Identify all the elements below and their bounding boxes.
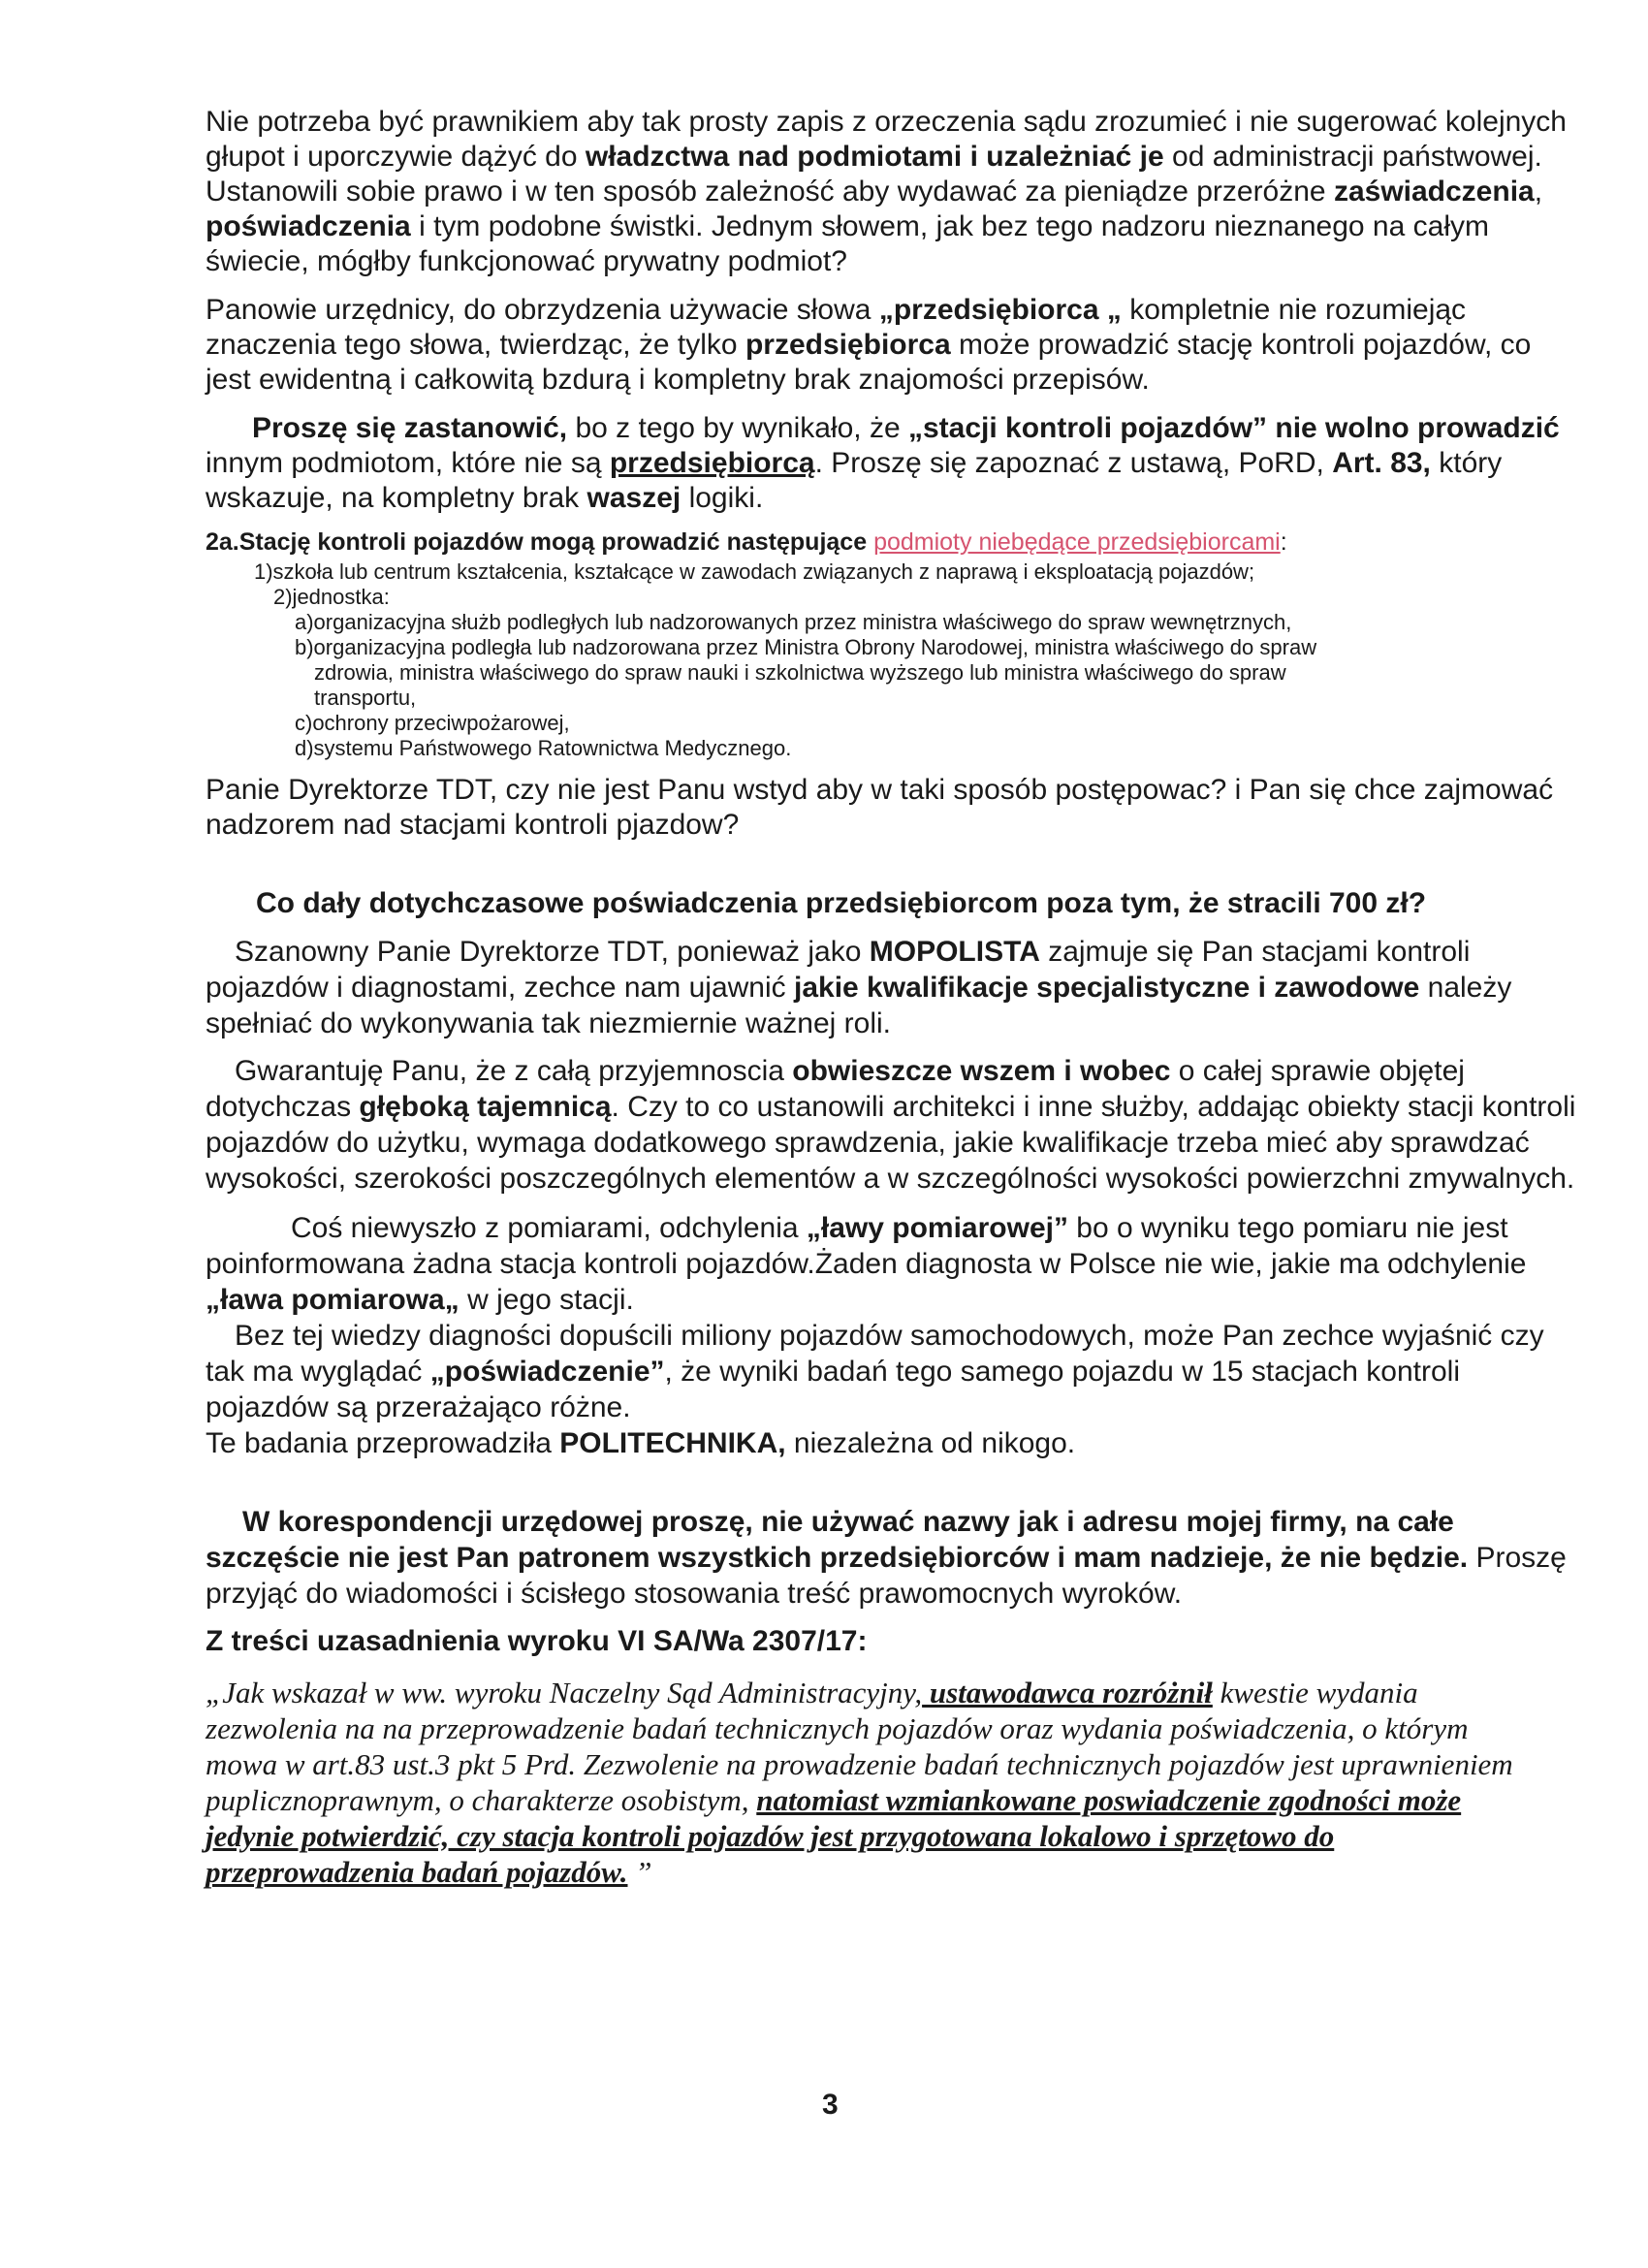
paragraph-10 — [206, 1504, 1582, 1612]
list-item: a)organizacyjna służb podległych lub nadzorowanych przez ministra właściwego do spraw wewnętrznych, — [295, 610, 1292, 634]
list-item: 1)szkoła lub centrum kształcenia, kształcące w zawodach związanych z naprawą i eksploatacją pojazdów; — [254, 559, 1255, 584]
text: Proszę przyjąć do wiadomości i ścisłego stosowania treść prawomocnych wyroków. — [206, 1542, 1567, 1610]
text: Szanowny Panie Dyrektorze TDT, ponieważ jako — [235, 936, 870, 968]
paragraph-7 — [206, 1210, 1582, 1318]
list-item: transportu, — [314, 686, 417, 710]
text: niezależna od nikogo. — [785, 1427, 1076, 1459]
bold-text: „przedsiębiorca „ — [878, 294, 1122, 326]
bold-text: Art. 83, — [1332, 447, 1431, 479]
paragraph-8 — [206, 1318, 1582, 1425]
text: kwestie wydania zezwolenia na na przeprowadzenie badań technicznych pojazdów oraz wydania poświadczenia, o którym mowa w art.83 ust.3 pkt 5 Prd. Zezwolenie na prowadzenie badań technicznych pojazdów jest uprawnieniem puplicznoprawnym, o charakterze osobistym, — [206, 1676, 1513, 1817]
text: logiki. — [681, 482, 764, 514]
list-item: b)organizacyjna podległa lub nadzorowana przez Ministra Obrony Narodowej, ministra właściwego do spraw — [295, 635, 1317, 659]
bold-text: zaświadczenia — [1333, 176, 1535, 208]
text: może prowadzić stację kontroli pojazdów, co jest ewidentną i całkowitą bzdurą i kompletny brak znajomości przepisów. — [206, 329, 1532, 396]
paragraph-1 — [206, 105, 1582, 279]
underlined-bold-text: natomiast wzmiankowane poswiadczenie zgodności może jedynie potwierdzić, czy stacja kontroli pojazdów jest przygotowana lokalowo i sprzętowo do przeprowadzenia badań pojazdów. — [206, 1783, 1462, 1889]
bold-text: Proszę się zastanowić, — [252, 412, 568, 444]
list-item: 2)jednostka: — [273, 585, 390, 609]
paragraph-9 — [206, 1425, 1582, 1461]
text: . Czy to co ustanowili architekci i inne służby, addając obiekty stacji kontroli pojazdów do użytku, wymaga dodatkowego sprawdzenia, jakie kwalifikacje trzeba mieć aby sprawdzać wysokości, szerokości poszczególnych elementów a w szczególności wysokości powierzchni zmywalnych. — [206, 1091, 1576, 1195]
court-quote — [206, 1675, 1529, 1890]
bold-text: władzctwa nad podmiotami i uzależniać je — [585, 141, 1164, 173]
bold-text: waszej — [586, 482, 681, 514]
bold-text: MOPOLISTA — [869, 936, 1040, 968]
paragraph-3 — [206, 411, 1582, 516]
page-number: 3 — [822, 2089, 839, 2121]
text: Panowie urzędnicy, do obrzydzenia używacie słowa — [206, 294, 879, 326]
paragraph-5 — [206, 934, 1582, 1041]
highlighted-text: podmioty niebędące przedsiębiorcami — [873, 528, 1281, 556]
text: w jego stacji. — [459, 1284, 634, 1316]
list-item: c)ochrony przeciwpożarowej, — [295, 711, 570, 735]
bold-text: „ławy pomiarowej” — [806, 1212, 1068, 1244]
text: od administracji państwowej. Ustanowili sobie prawo i w ten sposób zależność aby wydawać za pieniądze przeróżne — [206, 141, 1542, 208]
list-item: d)systemu Państwowego Ratownictwa Medycznego. — [295, 736, 792, 760]
text: Nie potrzeba być prawnikiem aby tak prosty zapis z orzeczenia sądu zrozumieć i nie sugerować kolejnych głupot i uporczywie dążyć do — [206, 106, 1567, 173]
text: kompletnie nie rozumiejąc znaczenia tego słowa, twierdząc, że tylko — [206, 294, 1467, 361]
bold-text: „ława pomiarowa„ — [206, 1284, 460, 1316]
bold-text: obwieszcze wszem i wobec — [792, 1055, 1171, 1087]
text: bo z tego by wynikało, że — [567, 412, 908, 444]
bold-text: jakie kwalifikacje specjalistyczne i zawodowe — [794, 972, 1420, 1004]
text: : — [1280, 528, 1287, 556]
text: bo o wyniku tego pomiaru nie jest poinformowana żadna stacja kontroli pojazdów.Żaden diagnosta w Polsce nie wie, jakie ma odchylenie — [206, 1212, 1527, 1280]
text: ” — [627, 1855, 652, 1889]
underlined-bold-text: przedsiębiorcą — [609, 447, 815, 479]
text: , że wyniki badań tego samego pojazdu w 15 stacjach kontroli pojazdów są przerażająco różne. — [206, 1356, 1460, 1423]
text: który wskazuje, na kompletny brak — [206, 447, 1503, 514]
text: Gwarantuję Panu, że z całą przyjemnoscia — [235, 1055, 793, 1087]
text: „Jak wskazał w ww. wyroku Naczelny Sąd Administracyjny, — [206, 1676, 923, 1709]
bold-text: głęboką tajemnicą — [359, 1091, 612, 1123]
text: zajmuje się Pan stacjami kontroli pojazdów i diagnostami, zechce nam ujawnić — [206, 936, 1471, 1004]
bold-text: przedsiębiorca — [745, 329, 951, 361]
text: , — [1534, 176, 1543, 208]
text: . Proszę się zapoznać z ustawą, PoRD, — [814, 447, 1333, 479]
bold-text: poświadczenia — [206, 210, 411, 242]
list-item: zdrowia, ministra właściwego do spraw nauki i szkolnictwa wyższego lub ministra właściwego do spraw — [314, 660, 1286, 685]
text: Coś niewyszło z pomiarami, odchylenia — [291, 1212, 807, 1244]
text: o całej sprawie objętej dotychczas — [206, 1055, 1465, 1123]
bold-text: 2a.Stację kontroli pojazdów mogą prowadzić następujące — [206, 528, 868, 556]
paragraph-6 — [206, 1053, 1582, 1197]
bold-text: POLITECHNIKA, — [559, 1427, 786, 1459]
paragraph-4: Panie Dyrektorze TDT, czy nie jest Panu wstyd aby w taki sposób postępowac? i Pan się chce zajmować nadzorem nad stacjami kontroli pjazdow? — [206, 774, 1554, 841]
paragraph-2 — [206, 293, 1582, 398]
text: należy spełniać do wykonywania tak niezmiernie ważnej roli. — [206, 972, 1512, 1039]
bold-text: W korespondencji urzędowej proszę, nie używać nazwy jak i adresu mojej firmy, na całe szczęście nie jest Pan patronem wszystkich przedsiębiorców i mam nadzieje, że nie będzie. — [206, 1506, 1469, 1574]
text: i tym podobne świstki. Jednym słowem, jak bez tego nadzoru nieznanego na całym świecie, mógłby funkcjonować prywatny podmiot? — [206, 210, 1489, 277]
verdict-heading: Z treści uzasadnienia wyroku VI SA/Wa 2307/17: — [206, 1625, 868, 1657]
section-heading: Co dały dotychczasowe poświadczenia przedsiębiorcom poza tym, że stracili 700 zł? — [256, 887, 1427, 919]
text: Te badania przeprowadziła — [206, 1427, 560, 1459]
underlined-bold-text: ustawodawca rozróżnił — [922, 1676, 1213, 1709]
document-page — [206, 105, 1582, 1890]
bold-text: „stacji kontroli pojazdów” nie wolno prowadzić — [908, 412, 1560, 444]
entity-list — [206, 559, 1582, 761]
article-subheading — [206, 527, 1582, 558]
bold-text: „poświadczenie” — [429, 1356, 665, 1388]
text: Bez tej wiedzy diagności dopuścili miliony pojazdów samochodowych, może Pan zechce wyjaśnić czy tak ma wyglądać — [206, 1320, 1544, 1388]
text: innym podmiotom, które nie są — [206, 447, 610, 479]
